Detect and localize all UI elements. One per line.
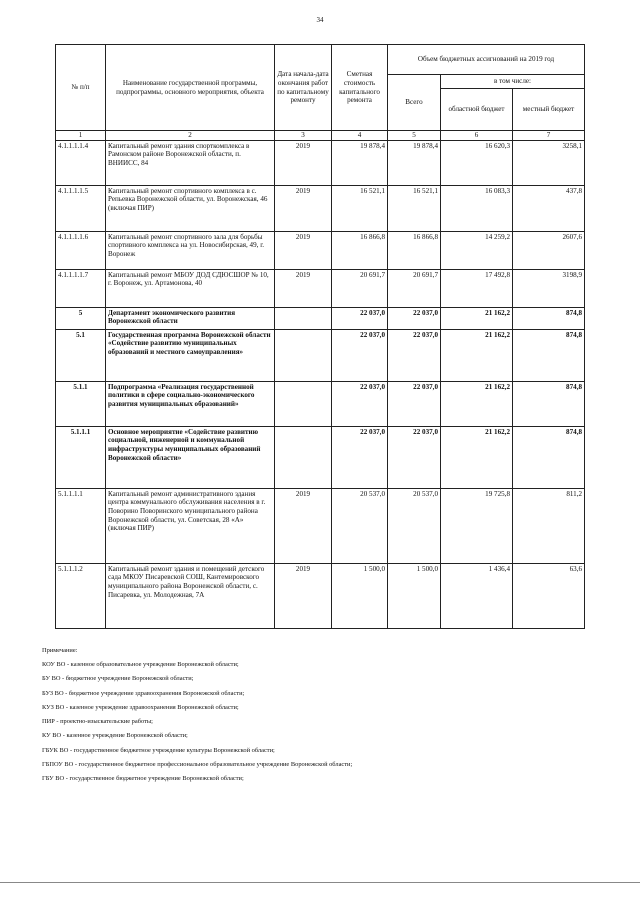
cell-num: 5: [56, 307, 106, 329]
cell-cost: 22 037,0: [332, 381, 388, 426]
cell-total: 1 500,0: [388, 563, 441, 628]
cell-num: 4.1.1.1.1.6: [56, 231, 106, 269]
cell-regional: 21 162,2: [441, 381, 513, 426]
cell-num: 5.1.1.1.1: [56, 488, 106, 563]
table-row: [56, 426, 585, 488]
cell-total: 22 037,0: [388, 329, 441, 381]
cell-regional: 21 162,2: [441, 307, 513, 329]
cell-total: 20 691,7: [388, 269, 441, 307]
header-num: № п/п: [56, 45, 106, 131]
cell-regional: 21 162,2: [441, 329, 513, 381]
cell-regional: 17 492,8: [441, 269, 513, 307]
cell-total: 22 037,0: [388, 426, 441, 488]
column-number: 3: [275, 131, 332, 141]
cell-total: 16 521,1: [388, 185, 441, 231]
table-row: [56, 269, 585, 307]
cell-local: 874,8: [513, 307, 585, 329]
cell-num: 4.1.1.1.1.7: [56, 269, 106, 307]
cell-local: 3198,9: [513, 269, 585, 307]
table-row: [56, 329, 585, 381]
cell-name: Департамент экономического развития Воронежской области: [106, 307, 275, 329]
cell-local: 2607,6: [513, 231, 585, 269]
cell-name: Подпрограмма «Реализация государственной политики в сфере социально-экономического развития муниципальных образований»: [106, 381, 275, 426]
bottom-rule: [0, 882, 640, 883]
column-number: 4: [332, 131, 388, 141]
header-date: Дата начала-дата окончания работ по капитальному ремонту: [275, 45, 332, 131]
cell-num: 5.1.1: [56, 381, 106, 426]
page-number: 34: [316, 16, 324, 24]
note-line: БУЗ ВО - бюджетное учреждение здравоохранения Воронежской области;: [42, 689, 245, 697]
table-row: [56, 488, 585, 563]
cell-num: 4.1.1.1.1.4: [56, 140, 106, 185]
cell-num: 5.1.1.1: [56, 426, 106, 488]
cell-regional: 16 620,3: [441, 140, 513, 185]
notes-list: [42, 661, 612, 782]
cell-cost: 1 500,0: [332, 563, 388, 628]
cell-cost: 22 037,0: [332, 426, 388, 488]
column-number: 1: [56, 131, 106, 141]
column-number: 6: [441, 131, 513, 141]
cell-cost: 16 866,8: [332, 231, 388, 269]
cell-date: 2019: [275, 185, 332, 231]
header-incl: в том числе:: [441, 75, 585, 89]
cell-num: 5.1: [56, 329, 106, 381]
note-line: КОУ ВО - казенное образовательное учреждение Воронежской области;: [42, 661, 239, 668]
cell-name: Капитальный ремонт административного здания центра коммунального обслуживания населения в г. Поворино Поворинского муниципального района Воронежской области, ул. Советская, 28 «А» (включая ПИР): [106, 488, 275, 563]
cell-regional: 14 259,2: [441, 231, 513, 269]
cell-regional: 1 436,4: [441, 563, 513, 628]
cell-cost: 16 521,1: [332, 185, 388, 231]
cell-name: Капитальный ремонт спортивного зала для борьбы спортивного комплекса на ул. Новосибирская, 49, г. Воронеж: [106, 231, 275, 269]
note-line: ГБУК ВО - государственное бюджетное учреждение культуры Воронежской области;: [42, 746, 275, 754]
column-number-row: [56, 131, 585, 141]
cell-total: 16 866,8: [388, 231, 441, 269]
table-row: [56, 563, 585, 628]
cell-name: Государственная программа Воронежской области «Содействие развитию муниципальных образований и местного самоуправления»: [106, 329, 275, 381]
cell-local: 874,8: [513, 329, 585, 381]
cell-local: 3258,1: [513, 140, 585, 185]
cell-date: 2019: [275, 140, 332, 185]
column-number: 5: [388, 131, 441, 141]
header-total: Всего: [388, 75, 441, 131]
cell-local: 874,8: [513, 426, 585, 488]
header-name: Наименование государственной программы, подпрограммы, основного мероприятия, объекта: [106, 45, 275, 131]
note-line: БУ ВО - бюджетное учреждение Воронежской области;: [42, 675, 194, 683]
cell-cost: 22 037,0: [332, 307, 388, 329]
cell-regional: 21 162,2: [441, 426, 513, 488]
cell-name: Капитальный ремонт здания и помещений детского сада МКОУ Писаревской СОШ, Кантемировского муниципального района Воронежской области, с. Писаревка, ул. Молодежная, 7А: [106, 563, 275, 628]
notes-section: [42, 647, 612, 790]
cell-name: Капитальный ремонт спортивного комплекса в с. Репьевка Воронежской области, ул. Воронежская, 46 (включая ПИР): [106, 185, 275, 231]
header-regional: областной бюджет: [441, 89, 513, 131]
header-local: местный бюджет: [513, 89, 585, 131]
table-row: [56, 381, 585, 426]
cell-regional: 16 083,3: [441, 185, 513, 231]
cell-total: 22 037,0: [388, 381, 441, 426]
cell-total: 22 037,0: [388, 307, 441, 329]
note-line: ГБПОУ ВО - государственное бюджетное профессиональное образовательное учреждение Воронежской области;: [42, 761, 353, 769]
note-line: КУЗ ВО - казенное учреждение здравоохранения Воронежской области;: [42, 703, 239, 711]
cell-total: 20 537,0: [388, 488, 441, 563]
cell-local: 874,8: [513, 381, 585, 426]
table-row: [56, 185, 585, 231]
cell-num: 5.1.1.1.2: [56, 563, 106, 628]
cell-name: Капитальный ремонт здания спорткомплекса в Рамонском районе Воронежской области, п. ВНИИСС, 84: [106, 140, 275, 185]
cell-date: 2019: [275, 269, 332, 307]
table-row: [56, 231, 585, 269]
table-body: [56, 140, 585, 628]
cell-date: 2019: [275, 488, 332, 563]
cell-cost: 22 037,0: [332, 329, 388, 381]
cell-name: Капитальный ремонт МБОУ ДОД СДЮСШОР № 10, г. Воронеж, ул. Артамонова, 40: [106, 269, 275, 307]
cell-local: 811,2: [513, 488, 585, 563]
cell-regional: 19 725,8: [441, 488, 513, 563]
cell-local: 437,8: [513, 185, 585, 231]
note-line: ПИР - проектно-изыскательские работы;: [42, 718, 153, 726]
cell-local: 63,6: [513, 563, 585, 628]
budget-table: [55, 44, 585, 629]
cell-cost: 20 537,0: [332, 488, 388, 563]
table-row: [56, 307, 585, 329]
cell-cost: 19 878,4: [332, 140, 388, 185]
cell-date: [275, 381, 332, 426]
header-cost: Сметная стоимость капитального ремонта: [332, 45, 388, 131]
cell-total: 19 878,4: [388, 140, 441, 185]
cell-date: [275, 329, 332, 381]
cell-num: 4.1.1.1.1.5: [56, 185, 106, 231]
column-number: 2: [106, 131, 275, 141]
notes-title: Примечание:: [42, 647, 78, 654]
cell-date: [275, 307, 332, 329]
cell-date: 2019: [275, 563, 332, 628]
note-line: ГБУ ВО - государственное бюджетное учреждение Воронежской области;: [42, 775, 244, 783]
cell-date: [275, 426, 332, 488]
table-row: [56, 140, 585, 185]
header-volume: Объем бюджетных ассигнований на 2019 год: [388, 45, 585, 75]
column-number: 7: [513, 131, 585, 141]
note-line: КУ ВО - казенное учреждение Воронежской области;: [42, 732, 188, 740]
cell-date: 2019: [275, 231, 332, 269]
cell-cost: 20 691,7: [332, 269, 388, 307]
cell-name: Основное мероприятие «Содействие развитию социальной, инженерной и коммунальной инфраструктуры муниципальных образований Воронежской области»: [106, 426, 275, 488]
